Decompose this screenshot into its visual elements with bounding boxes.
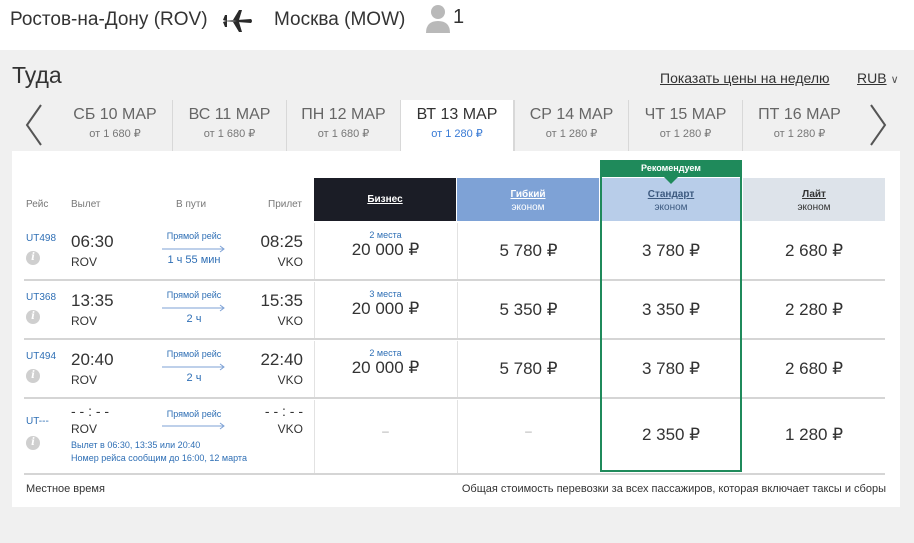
arrow-right-icon (162, 304, 226, 312)
info-icon[interactable]: i (26, 251, 40, 265)
fare-business-cell (314, 400, 456, 473)
departure-airport: ROV (71, 314, 98, 328)
fare-lite-label: Лайт (802, 189, 826, 200)
chevron-right-icon (868, 103, 888, 147)
flights-panel (12, 151, 900, 507)
price: 20 000 ₽ (351, 240, 420, 259)
arrival-airport: VKO (277, 422, 303, 436)
price: 2 350 ₽ (641, 425, 701, 444)
unavailable: – (525, 424, 532, 438)
arrival-airport: VKO (277, 314, 303, 328)
price: 2 680 ₽ (784, 241, 844, 260)
date-label: СБ 10 МАР (73, 106, 157, 123)
price: 5 780 ₽ (499, 359, 558, 378)
arrival-time: 08:25 (260, 232, 303, 251)
date-label: СР 14 МАР (529, 106, 614, 123)
column-duration: В пути (176, 199, 207, 210)
price: 3 780 ₽ (641, 359, 701, 378)
date-price: от 1 280 ₽ (659, 128, 712, 140)
fare-flex-label: Гибкий (510, 189, 546, 200)
price: 1 280 ₽ (784, 425, 844, 444)
destination-city: Москва (MOW) (274, 9, 406, 30)
flight-number[interactable]: UT368 (26, 292, 57, 303)
date-label: ВТ 13 МАР (416, 106, 498, 123)
fare-flex-sublabel: эконом (511, 202, 545, 213)
column-departure: Вылет (71, 199, 101, 210)
date-price: от 1 280 ₽ (545, 128, 598, 140)
flight-number-note: Номер рейса сообщим до 16:00, 12 марта (71, 453, 247, 463)
direct-flight-label: Прямой рейс (166, 409, 222, 419)
info-icon[interactable]: i (26, 310, 40, 324)
column-flight: Рейс (26, 199, 49, 210)
flight-row (24, 282, 885, 340)
flight-number[interactable]: UT494 (26, 351, 57, 362)
chevron-left-icon (24, 103, 44, 147)
date-price: от 1 280 ₽ (773, 128, 826, 140)
unavailable: – (382, 424, 389, 438)
flight-number[interactable]: UT498 (26, 233, 57, 244)
date-price: от 1 680 ₽ (317, 128, 370, 140)
fare-lite-header[interactable] (743, 178, 885, 221)
seats-left: 2 места (369, 230, 402, 240)
fare-business-label: Бизнес (367, 194, 403, 205)
direct-flight-label: Прямой рейс (166, 231, 222, 241)
direct-flight-label: Прямой рейс (166, 290, 222, 300)
show-week-prices-link[interactable]: Показать цены на неделю (660, 70, 830, 86)
price: 5 780 ₽ (499, 241, 558, 260)
fare-business-header[interactable] (314, 178, 456, 221)
fare-business-cell[interactable] (314, 223, 456, 279)
column-arrival: Прилет (268, 199, 302, 210)
arrival-airport: VKO (277, 373, 303, 387)
fare-flex-cell[interactable] (457, 341, 599, 397)
recommended-fare-outline (600, 160, 742, 472)
date-selector (58, 100, 856, 152)
arrow-right-icon (162, 245, 226, 253)
route-header (0, 0, 914, 50)
date-label: ПН 12 МАР (301, 106, 386, 123)
info-icon[interactable]: i (26, 369, 40, 383)
total-price-note: Общая стоимость перевозки за всех пассажиров, которая включает таксы и сборы (461, 483, 886, 495)
currency-selector[interactable] (857, 70, 899, 86)
departure-time: 20:40 (71, 350, 114, 369)
flight-duration: 2 ч (186, 372, 202, 384)
arrival-time: - - : - - (264, 403, 303, 419)
fare-flex-cell[interactable] (457, 282, 599, 338)
flight-duration: 2 ч (186, 313, 202, 325)
passenger-count[interactable]: 1 (453, 6, 465, 28)
recommended-badge: Рекомендуем (600, 160, 742, 177)
departure-time: - - : - - (71, 403, 110, 419)
price: 2 280 ₽ (784, 300, 844, 319)
arrival-airport: VKO (277, 255, 303, 269)
date-tab[interactable] (58, 100, 172, 152)
fare-lite-cell[interactable] (743, 282, 885, 338)
price: 2 680 ₽ (784, 359, 844, 378)
fare-lite-sublabel: эконом (797, 202, 831, 213)
fare-standard-sublabel: эконом (654, 202, 688, 213)
user-icon[interactable] (424, 3, 452, 33)
origin-city: Ростов-на-Дону (ROV) (10, 9, 208, 30)
departure-airport: ROV (71, 373, 98, 387)
fare-standard-label: Стандарт (647, 189, 695, 200)
fare-lite-cell[interactable] (743, 223, 885, 279)
date-tab[interactable] (286, 100, 400, 152)
prev-dates-button[interactable] (16, 100, 52, 150)
arrival-time: 15:35 (260, 291, 303, 310)
seats-left: 2 места (369, 348, 402, 358)
date-tab-selected[interactable] (400, 100, 514, 152)
direction-title: Туда (12, 62, 62, 88)
departure-airport: ROV (71, 255, 98, 269)
flight-row (24, 341, 885, 399)
price: 5 350 ₽ (499, 300, 558, 319)
local-time-note: Местное время (26, 483, 105, 495)
departure-time: 06:30 (71, 232, 114, 251)
fare-business-cell[interactable] (314, 282, 456, 338)
date-tab[interactable] (628, 100, 742, 152)
date-price: от 1 280 ₽ (431, 128, 483, 140)
fare-business-cell[interactable] (314, 341, 456, 397)
flight-row-open (24, 400, 885, 475)
arrival-time: 22:40 (260, 350, 303, 369)
arrow-right-icon (162, 422, 226, 430)
fare-lite-cell[interactable] (743, 341, 885, 397)
flight-number[interactable]: UT--- (26, 416, 49, 427)
price: 3 350 ₽ (641, 300, 701, 319)
fare-lite-cell[interactable] (743, 400, 885, 473)
fare-flex-header[interactable] (457, 178, 599, 221)
fare-flex-cell[interactable] (457, 223, 599, 279)
direct-flight-label: Прямой рейс (166, 349, 222, 359)
next-dates-button[interactable] (860, 100, 896, 150)
flight-duration: 1 ч 55 мин (167, 254, 221, 266)
date-label: ПТ 16 МАР (758, 106, 841, 123)
price: 20 000 ₽ (351, 299, 420, 318)
fare-flex-cell (457, 400, 599, 473)
date-tab[interactable] (514, 100, 628, 152)
price: 20 000 ₽ (351, 358, 420, 377)
seats-left: 3 места (369, 289, 402, 299)
plane-icon (221, 8, 253, 34)
date-label: ВС 11 МАР (188, 106, 271, 123)
date-tab[interactable] (742, 100, 856, 152)
departure-time: 13:35 (71, 291, 114, 310)
info-icon[interactable]: i (26, 436, 40, 450)
currency-label: RUB (857, 70, 887, 86)
date-label: ЧТ 15 МАР (644, 106, 727, 123)
departure-options-note: Вылет в 06:30, 13:35 или 20:40 (71, 440, 201, 450)
date-price: от 1 680 ₽ (203, 128, 256, 140)
departure-airport: ROV (71, 422, 98, 436)
date-tab[interactable] (172, 100, 286, 152)
date-price: от 1 680 ₽ (89, 128, 141, 140)
flight-row (24, 223, 885, 281)
arrow-right-icon (162, 363, 226, 371)
chevron-down-icon: ∨ (890, 74, 899, 86)
price: 3 780 ₽ (641, 241, 701, 260)
recommended-pointer (664, 177, 678, 184)
